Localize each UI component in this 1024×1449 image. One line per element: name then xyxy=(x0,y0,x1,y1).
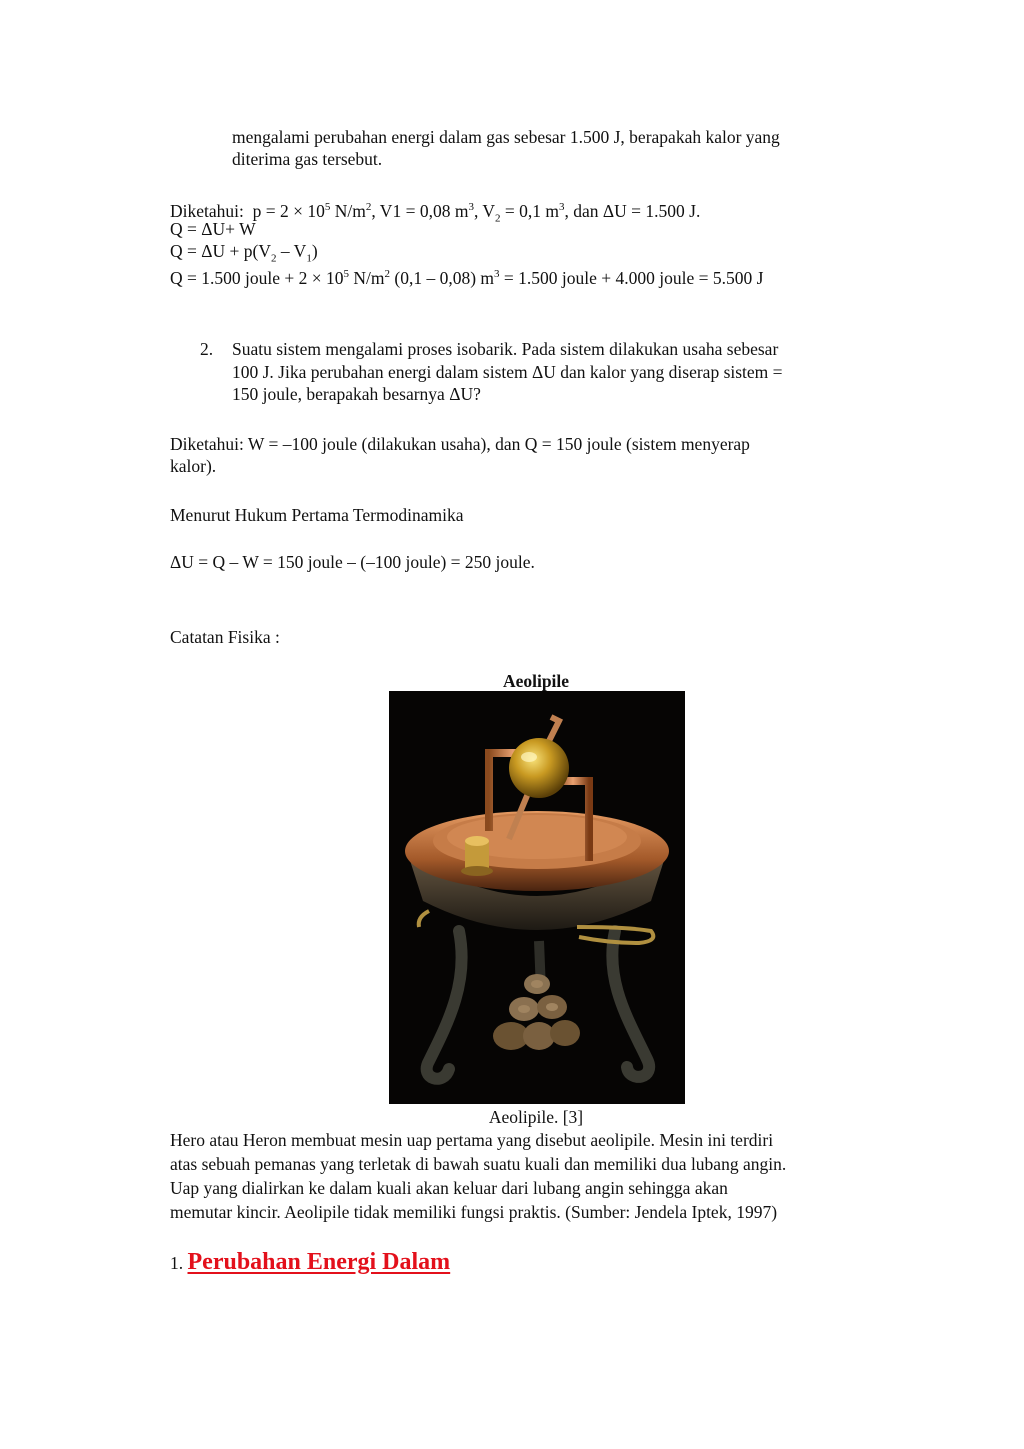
note-paragraph-line3: Uap yang dialirkan ke dalam kuali akan keluar dari lubang angin sehingga akan xyxy=(170,1178,728,1198)
problem2-result: ΔU = Q – W = 150 joule – (–100 joule) = 250 joule. xyxy=(170,552,535,572)
note-paragraph-line2: atas sebuah pemanas yang terletak di bawah suatu kuali dan memiliki dua lubang angin. xyxy=(170,1154,787,1174)
figure-caption: Aeolipile. [3] xyxy=(488,1107,584,1127)
section-title: Perubahan Energi Dalam xyxy=(187,1249,451,1275)
aeolipile-image xyxy=(389,691,685,1104)
problem2-text-line3: 150 joule, berapakah besarnya ΔU? xyxy=(232,384,481,404)
problem1-equation1: Q = ΔU+ W xyxy=(170,219,256,239)
figure-title: Aeolipile xyxy=(502,671,570,691)
problem2-known-line2: kalor). xyxy=(170,456,217,476)
section-number: 1. xyxy=(170,1253,184,1273)
problem2-text-line1: Suatu sistem mengalami proses isobarik. Pada sistem dilakukan usaha sebesar xyxy=(232,339,779,359)
problem1-known: Diketahui: $p = 2 \times 10^5$ $N/m^2$, V1 = 0,08 $m^3$, $V_2 = 0,1$ $m^3$, dan ΔU = 1.500 J. xyxy=(170,200,701,225)
problem1-text-line2: diterima gas tersebut. xyxy=(232,149,383,169)
problem1-equation2: $Q = \Delta U + p(V_2 - V_1)$ xyxy=(170,241,318,265)
problem2-number: 2. xyxy=(200,339,214,359)
problem1-text-line1: mengalami perubahan energi dalam gas sebesar 1.500 J, berapakah kalor yang xyxy=(232,127,780,147)
problem2-law: Menurut Hukum Pertama Termodinamika xyxy=(170,505,464,525)
problem1-equation3: Q = 1.500 joule + $2 \times 10^5$ $N/m^2$ (0,1 – 0,08) $m^3 = 1.500$ joule + 4.000 joule = 5.500 J xyxy=(170,267,764,288)
note-label: Catatan Fisika : xyxy=(170,627,280,647)
problem2-known-line1: Diketahui: W = –100 joule (dilakukan usaha), dan Q = 150 joule (sistem menyerap xyxy=(170,434,750,454)
note-paragraph-line1: Hero atau Heron membuat mesin uap pertama yang disebut aeolipile. Mesin ini terdiri xyxy=(170,1130,774,1150)
section-heading xyxy=(170,1248,770,1277)
note-paragraph-line4: memutar kincir. Aeolipile tidak memiliki fungsi praktis. (Sumber: Jendela Iptek, 1997) xyxy=(170,1202,778,1222)
problem2-text-line2: 100 J. Jika perubahan energi dalam sistem ΔU dan kalor yang diserap sistem = xyxy=(232,362,783,382)
